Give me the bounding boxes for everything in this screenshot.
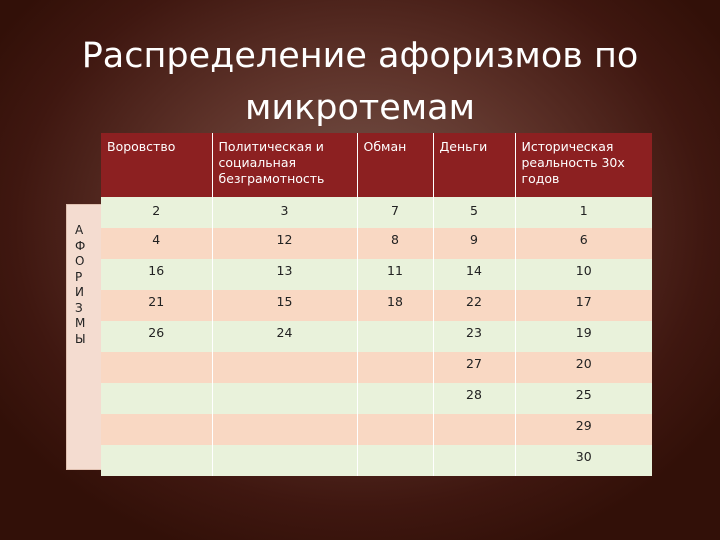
table-cell: 6 xyxy=(515,228,652,259)
table-cell xyxy=(357,383,433,414)
table-cell xyxy=(101,414,212,445)
side-label-box xyxy=(66,204,103,470)
table-cell: 1 xyxy=(515,197,652,228)
table-cell: 23 xyxy=(433,321,515,352)
table-cell xyxy=(101,352,212,383)
table-cell: 10 xyxy=(515,259,652,290)
table-cell: 13 xyxy=(212,259,357,290)
table-cell xyxy=(101,383,212,414)
table-cell: 4 xyxy=(101,228,212,259)
table-cell xyxy=(357,352,433,383)
table-cell: 21 xyxy=(101,290,212,321)
header-cell-money: Деньги xyxy=(433,133,515,197)
table-cell xyxy=(433,445,515,476)
table-row xyxy=(101,445,652,476)
table-row xyxy=(101,321,652,352)
table-cell: 30 xyxy=(515,445,652,476)
slide-title: Распределение афоризмов по микротемам xyxy=(81,36,639,128)
table-row xyxy=(101,290,652,321)
header-cell-illiteracy: Политическая и социальная безграмотность xyxy=(212,133,357,197)
table-cell: 5 xyxy=(433,197,515,228)
aphorism-table xyxy=(101,133,652,476)
table-cell xyxy=(357,321,433,352)
table-cell xyxy=(433,414,515,445)
table-cell: 12 xyxy=(212,228,357,259)
header-cell-deception: Обман xyxy=(357,133,433,197)
table-cell xyxy=(101,445,212,476)
table-cell: 25 xyxy=(515,383,652,414)
table-cell xyxy=(212,383,357,414)
table-cell: 20 xyxy=(515,352,652,383)
table-cell: 7 xyxy=(357,197,433,228)
table-cell: 29 xyxy=(515,414,652,445)
table-cell: 22 xyxy=(433,290,515,321)
table-cell: 24 xyxy=(212,321,357,352)
header-cell-history: Историческая реальность 30х годов xyxy=(515,133,652,197)
table-cell: 14 xyxy=(433,259,515,290)
table-cell: 17 xyxy=(515,290,652,321)
table-row xyxy=(101,383,652,414)
table-cell: 11 xyxy=(357,259,433,290)
table-cell: 15 xyxy=(212,290,357,321)
table-row xyxy=(101,197,652,228)
table-cell xyxy=(357,414,433,445)
header-row xyxy=(101,133,652,197)
table-row xyxy=(101,352,652,383)
table-cell: 18 xyxy=(357,290,433,321)
table-cell: 28 xyxy=(433,383,515,414)
header-cell-theft: Воровство xyxy=(101,133,212,197)
table-cell xyxy=(357,445,433,476)
table-cell: 9 xyxy=(433,228,515,259)
table-cell: 2 xyxy=(101,197,212,228)
table-cell xyxy=(212,445,357,476)
table-cell: 8 xyxy=(357,228,433,259)
table-cell xyxy=(212,352,357,383)
table-cell: 16 xyxy=(101,259,212,290)
table-row xyxy=(101,414,652,445)
table-cell: 19 xyxy=(515,321,652,352)
table-row xyxy=(101,228,652,259)
table-cell xyxy=(212,414,357,445)
table-cell: 3 xyxy=(212,197,357,228)
table-cell: 26 xyxy=(101,321,212,352)
side-label: А Ф О Р И З М Ы xyxy=(75,223,87,346)
table-row xyxy=(101,259,652,290)
table-cell: 27 xyxy=(433,352,515,383)
